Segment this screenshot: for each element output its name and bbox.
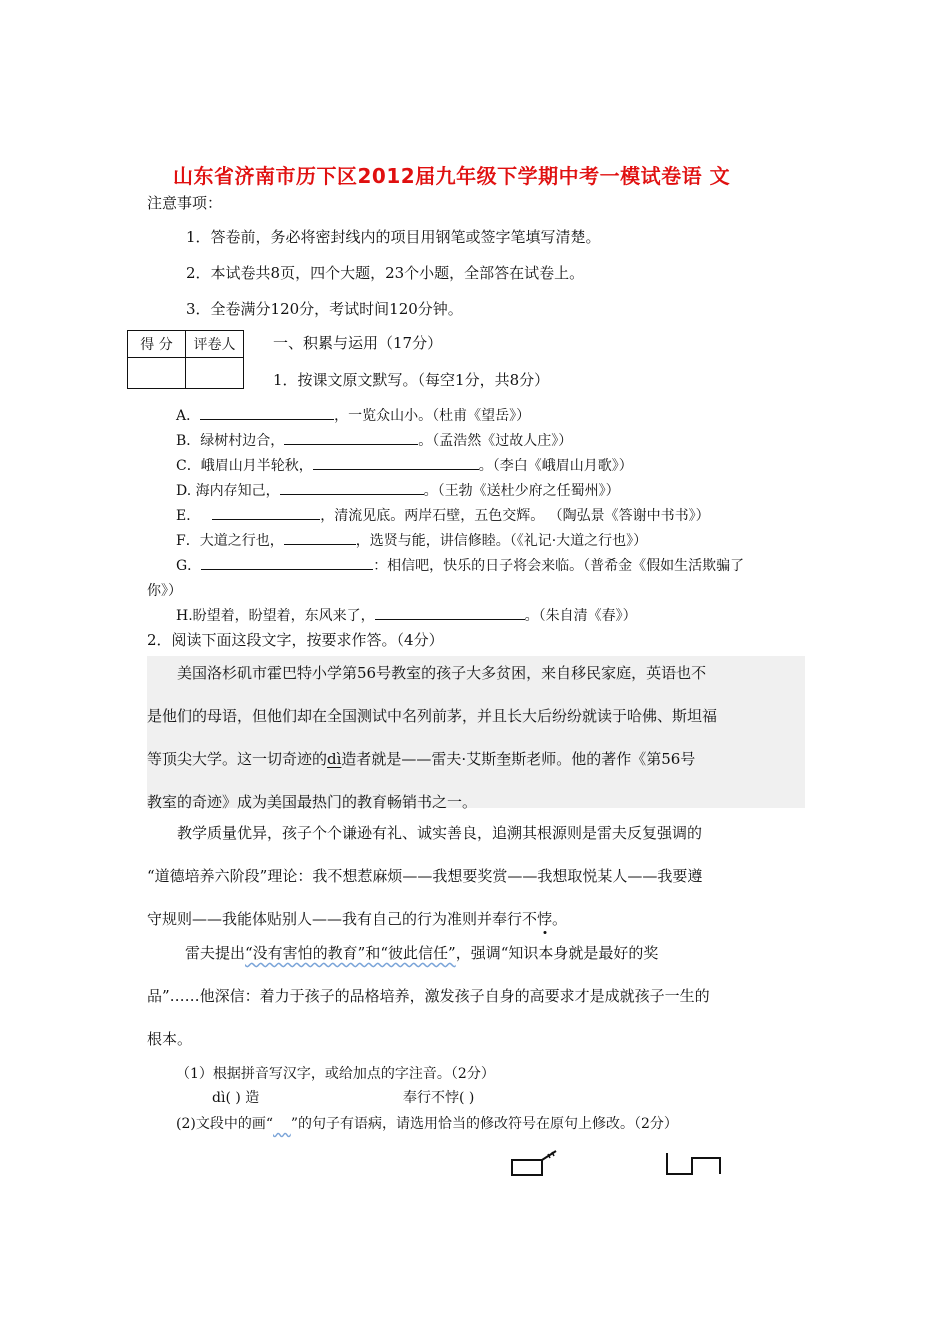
passage-text: ，强调“知识本身就是最好的奖 xyxy=(455,944,659,962)
fill-line-c xyxy=(176,455,633,475)
fill-text: 。（王勃《送杜少府之任蜀州》） xyxy=(423,483,620,499)
fill-label: B．绿树村边合， xyxy=(176,433,285,449)
answer-blank[interactable] xyxy=(375,605,525,620)
answer-blank[interactable] xyxy=(280,480,424,495)
answer-blank[interactable] xyxy=(284,530,356,545)
subquestion-1: （1）根据拼音写汉字，或给加点的字注音。（2分） xyxy=(176,1066,495,1082)
fill-label: C．峨眉山月半轮秋， xyxy=(176,458,313,474)
fill-line-a xyxy=(176,405,530,425)
passage-line: 美国洛杉矶市霍巴特小学第56号教室的孩子大多贫困，来自移民家庭，英语也不 xyxy=(177,664,707,682)
answer-blank[interactable] xyxy=(212,505,320,520)
passage-line: 教学质量优异，孩子个个谦逊有礼、诚实善良，追溯其根源则是雷夫反复强调的 xyxy=(177,824,703,842)
wavy-line-sample xyxy=(273,1116,291,1132)
passage-paragraph-1 xyxy=(147,652,807,824)
grader-header: 评卷人 xyxy=(186,331,244,358)
passage-line: 是他们的母语，但他们却在全国测试中名列前茅，并且长大后纷纷就读于哈佛、斯坦福 xyxy=(147,707,718,725)
fill-label: D. 海内存知己， xyxy=(176,483,280,499)
passage-line: 品”……他深信：着力于孩子的品格培养，激发孩子自身的高要求才是成就孩子一生的 xyxy=(147,987,710,1005)
grader-cell[interactable] xyxy=(186,358,244,389)
answer-blank[interactable] xyxy=(313,455,479,470)
subquestion-2 xyxy=(176,1113,678,1133)
passage-paragraph-2 xyxy=(147,812,807,941)
pronunciation-answer[interactable]: 奉行不悖( ) xyxy=(403,1090,475,1106)
passage-text: 。 xyxy=(552,910,568,928)
passage-line: 教室的奇迹》成为美国最热门的教育畅销书之一。 xyxy=(147,793,478,811)
passage-line: “道德培养六阶段”理论：我不想惹麻烦——我想要奖赏——我想取悦某人——我要遵 xyxy=(147,867,703,885)
fill-text: 。（朱自清《春》） xyxy=(524,608,637,624)
score-table xyxy=(127,330,244,389)
wavy-underlined-sentence: “没有害怕的教育”和“彼此信任” xyxy=(245,944,456,962)
question2-prompt: 2．阅读下面这段文字，按要求作答。（4分） xyxy=(147,631,444,649)
passage-text: 等顶尖大学。这一切奇迹的 xyxy=(147,750,328,768)
question1-prompt: 1．按课文原文默写。（每空1分，共8分） xyxy=(273,371,550,389)
answer-blank[interactable] xyxy=(201,555,373,570)
passage-line: 根本。 xyxy=(147,1030,193,1048)
passage-paragraph-3 xyxy=(147,932,807,1061)
notice-item: 2．本试卷共8页，四个大题，23个小题，全部答在试卷上。 xyxy=(186,264,585,282)
pinyin-answer[interactable]: dì( ) 造 xyxy=(212,1090,260,1106)
passage-line xyxy=(147,738,807,781)
fill-line-g xyxy=(176,555,744,575)
fill-label: G． xyxy=(176,558,202,574)
fill-text: ，一览众山小。（杜甫《望岳》） xyxy=(334,408,531,424)
swap-correction-symbol[interactable] xyxy=(664,1150,728,1178)
exam-title: 山东省济南市历下区2012届九年级下学期中考一模试卷语 文 xyxy=(173,164,731,188)
fill-label: F．大道之行也， xyxy=(176,533,284,549)
insert-correction-symbol[interactable] xyxy=(508,1148,562,1178)
passage-line xyxy=(147,932,807,975)
fill-text: 。（李白《峨眉山月歌》） xyxy=(478,458,633,474)
dotted-character: 悖 xyxy=(537,910,553,928)
notice-heading: 注意事项： xyxy=(147,194,223,212)
passage-text: 守规则——我能体贴别人——我有自己的行为准则并奉行不 xyxy=(147,910,538,928)
fill-line-g-cont: 你》） xyxy=(147,583,182,599)
score-header: 得 分 xyxy=(128,331,186,358)
fill-text: ，清流见底。两岸石壁，五色交辉。 （陶弘景《答谢中书书》） xyxy=(320,508,710,524)
passage-text: 造者就是——雷夫·艾斯奎斯老师。他的著作《第56号 xyxy=(341,750,696,768)
fill-label: E． xyxy=(176,508,201,524)
fill-line-h xyxy=(176,605,637,625)
notice-item: 3．全卷满分120分，考试时间120分钟。 xyxy=(186,300,463,318)
section1-heading: 一、积累与运用（17分） xyxy=(273,334,443,352)
fill-line-f xyxy=(176,530,647,550)
fill-line-d xyxy=(176,480,620,500)
fill-label: A． xyxy=(176,408,201,424)
answer-blank[interactable] xyxy=(284,430,418,445)
pinyin-blank: dì xyxy=(327,750,342,768)
fill-text: 。（孟浩然《过故人庄》） xyxy=(418,433,573,449)
subquestion-text: ”的句子有语病，请选用恰当的修改符号在原句上修改。（2分） xyxy=(290,1116,678,1132)
fill-text: ，选贤与能，讲信修睦。（《礼记·大道之行也》） xyxy=(355,533,648,549)
fill-line-b xyxy=(176,430,572,450)
fill-line-e xyxy=(176,505,710,525)
passage-text: 雷夫提出 xyxy=(185,944,246,962)
notice-item: 1．答卷前，务必将密封线内的项目用钢笔或签字笔填写清楚。 xyxy=(186,228,601,246)
score-cell[interactable] xyxy=(128,358,186,389)
answer-blank[interactable] xyxy=(200,405,334,420)
fill-label: H.盼望着，盼望着，东风来了， xyxy=(176,608,375,624)
subquestion-text: (2)文段中的画“ xyxy=(176,1116,273,1132)
fill-text: ：相信吧，快乐的日子将会来临。（普希金《假如生活欺骗了 xyxy=(373,558,745,574)
